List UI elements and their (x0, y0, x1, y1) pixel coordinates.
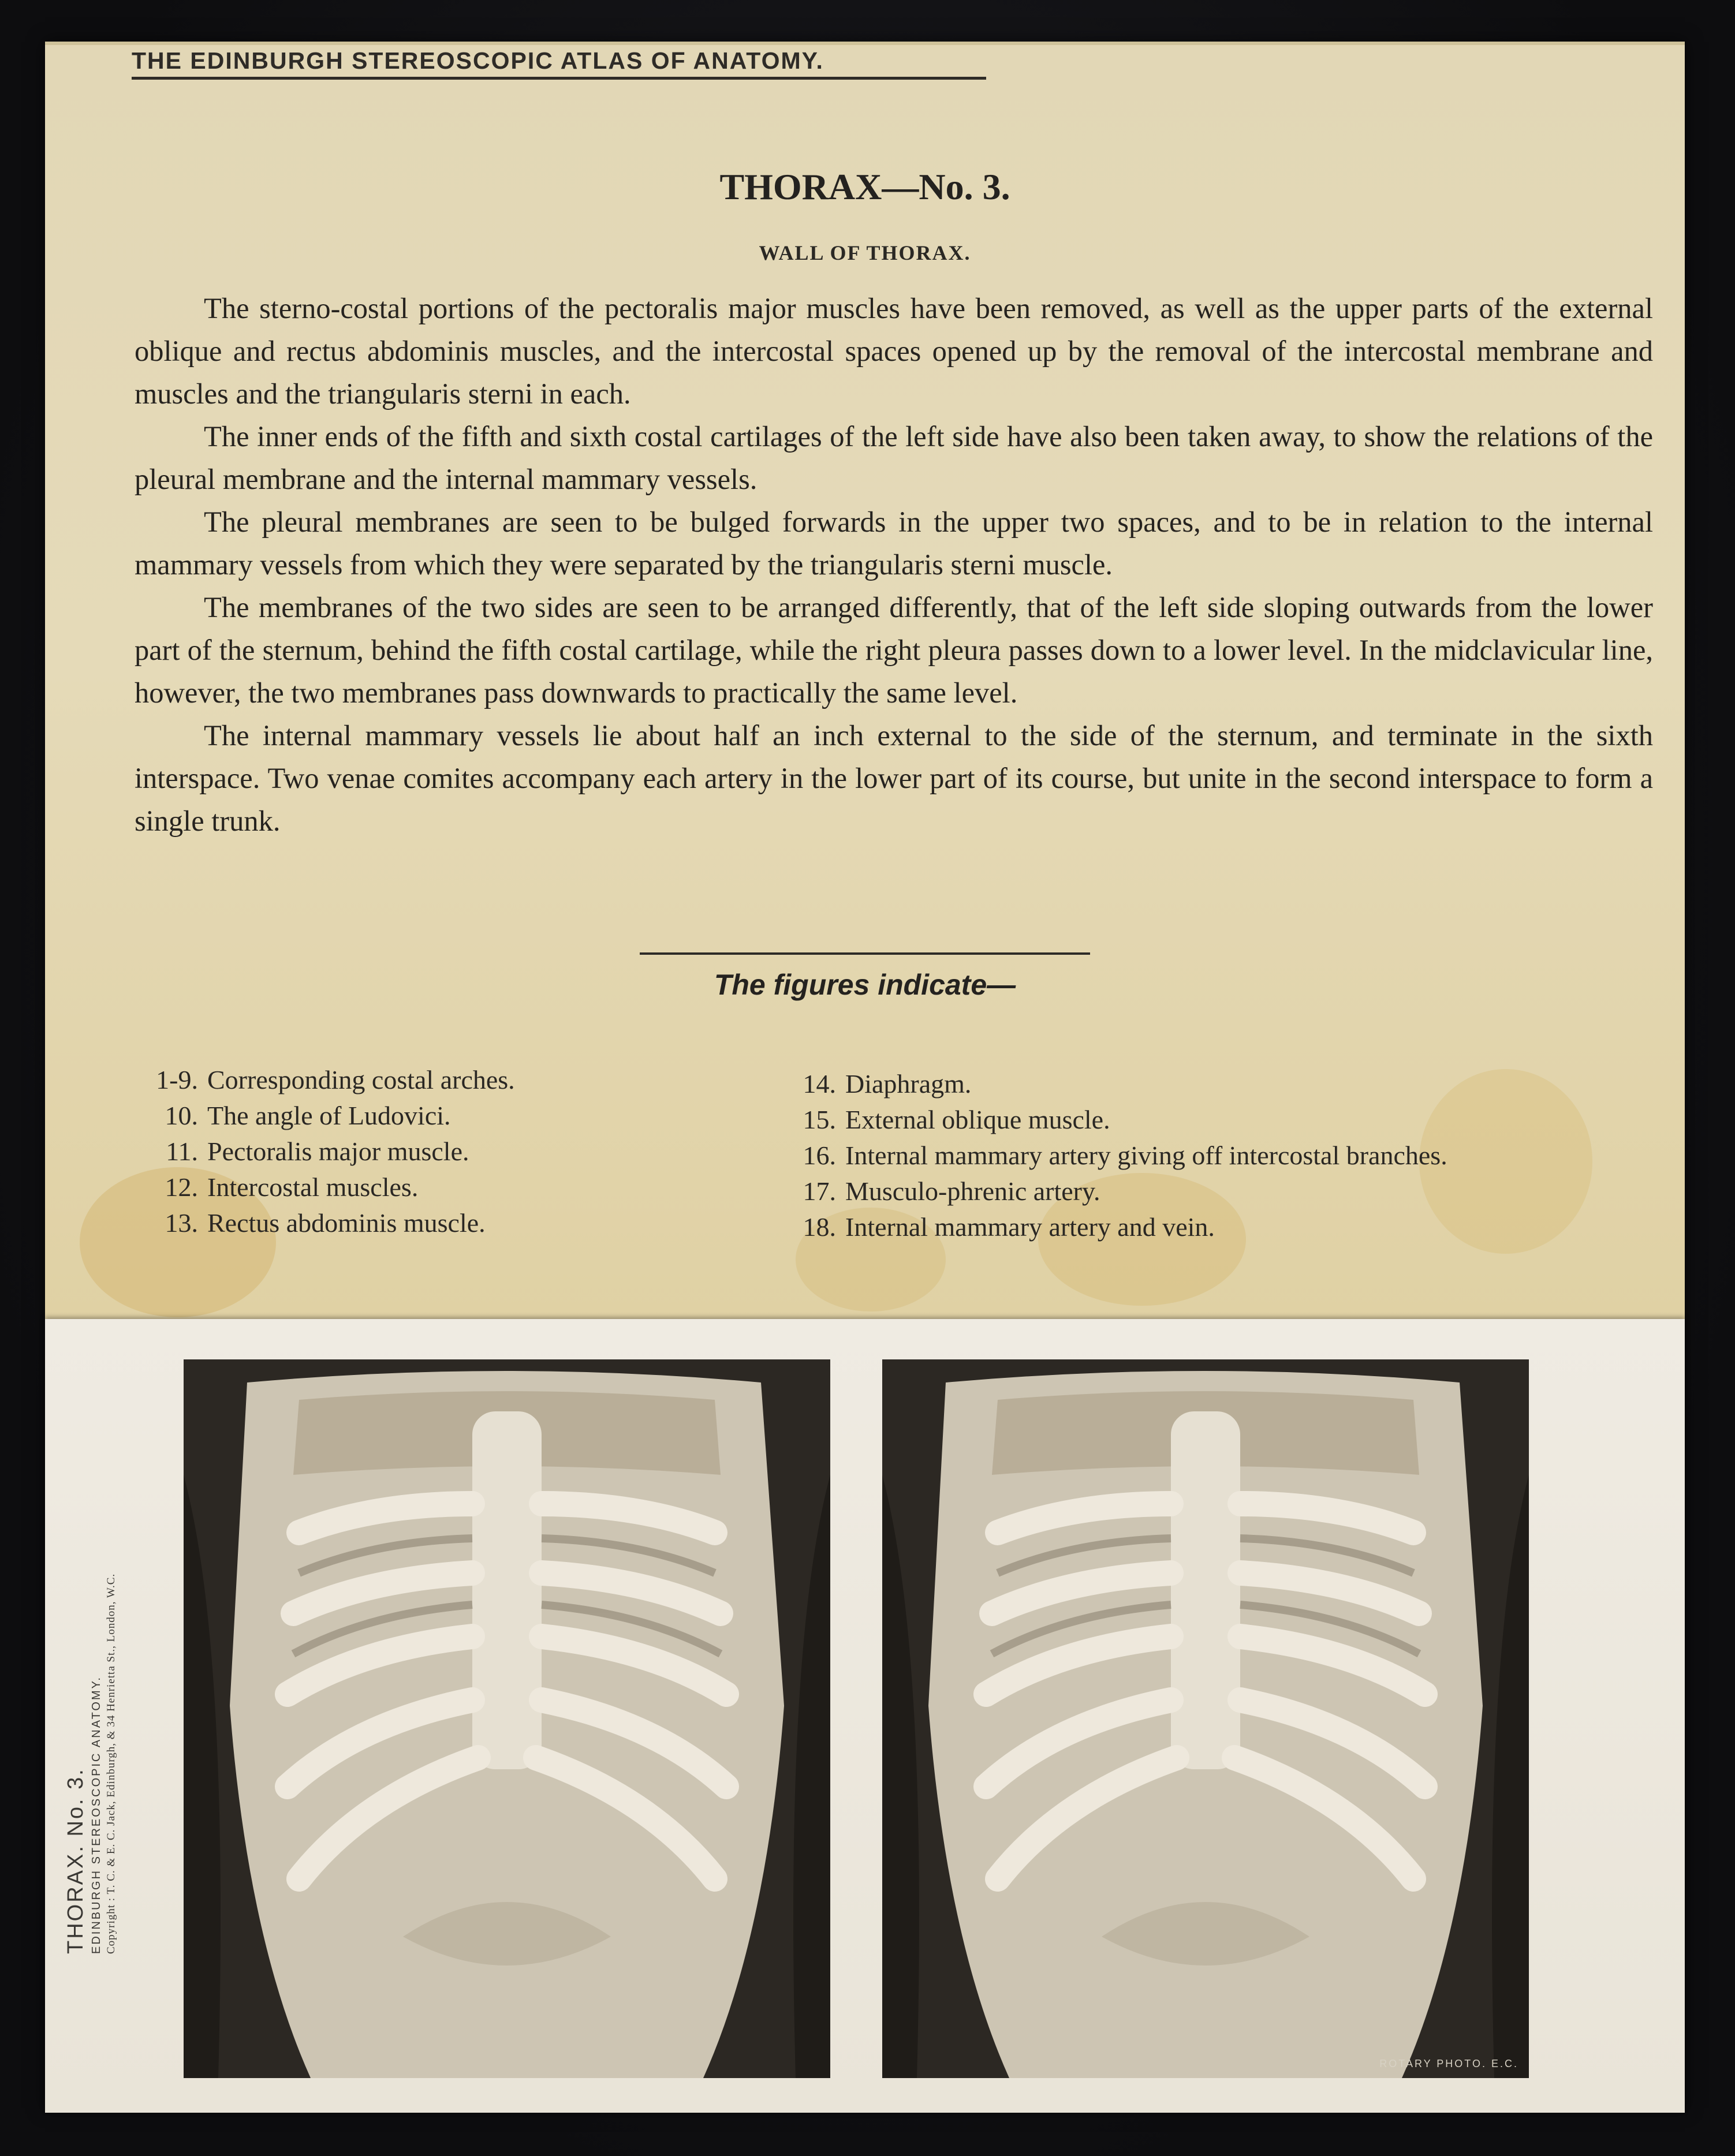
stereo-card (45, 1319, 1685, 2113)
legend-item (784, 1066, 1447, 1102)
plate-subtitle: WALL OF THORAX. (759, 241, 971, 264)
legend-number: 1-9. (156, 1065, 198, 1094)
legend-number: 13. (165, 1208, 198, 1238)
stereo-photo-right (882, 1359, 1529, 2078)
legend-item (140, 1134, 515, 1169)
legend-text: External oblique muscle. (845, 1105, 1110, 1134)
paragraph: The internal mammary vessels lie about half an inch external to the side of the sternum, and terminate in the sixth interspace. Two venae comites accompany each artery in the lower part of its course, but unite in the second interspace to form a single trunk. (135, 719, 1653, 837)
legend-item (784, 1138, 1447, 1174)
legend-number: 16. (803, 1141, 836, 1170)
legend-number: 14. (803, 1069, 836, 1098)
legend-text: Diaphragm. (845, 1069, 972, 1098)
legend-item (784, 1209, 1447, 1245)
legend-number: 15. (803, 1105, 836, 1134)
stereo-photo-left (184, 1359, 830, 2078)
legend-text: Rectus abdominis muscle. (207, 1208, 486, 1238)
running-head: THE EDINBURGH STEREOSCOPIC ATLAS OF ANATOMY. (132, 47, 986, 80)
legend-text: Internal mammary artery and vein. (845, 1212, 1215, 1242)
thorax-dissection-photo (882, 1359, 1529, 2078)
legend-left-column (140, 1062, 515, 1241)
legend-item (784, 1174, 1447, 1209)
photo-imprint: ROTARY PHOTO. E.C. (1379, 2058, 1518, 2069)
figures-heading: The figures indicate— (714, 969, 1016, 1001)
paragraph: The pleural membranes are seen to be bulged forwards in the upper two spaces, and to be in relation to the internal mammary vessels from which they were separated by the triangularis sterni muscle. (135, 506, 1653, 581)
description-text (135, 287, 1653, 842)
legend-number: 18. (803, 1212, 836, 1242)
paragraph: The membranes of the two sides are seen to be arranged differently, that of the left side sloping outwards from the lower part of the sternum, behind the fifth costal cartilage, while the right pleura passes down to a lower level. In the midclavicular line, however, the two membranes pass downwards to practically the same level. (135, 591, 1653, 709)
legend-number: 10. (165, 1101, 198, 1130)
legend-item (140, 1169, 515, 1205)
spine-copyright: Copyright : T. C. & E. C. Jack, Edinburgh, & 34 Henrietta St., London, W.C. (105, 1573, 117, 1954)
legend-text: Internal mammary artery giving off intercostal branches. (845, 1141, 1447, 1170)
legend-number: 12. (165, 1172, 198, 1202)
legend-right-column (784, 1066, 1447, 1245)
thorax-dissection-photo (184, 1359, 830, 2078)
legend-number: 11. (166, 1137, 198, 1166)
legend-text: Intercostal muscles. (207, 1172, 419, 1202)
plate-title: THORAX—No. 3. (719, 166, 1010, 207)
legend-item (140, 1205, 515, 1241)
legend-number: 17. (803, 1176, 836, 1206)
legend-text: The angle of Ludovici. (207, 1101, 451, 1130)
legend-item (140, 1062, 515, 1098)
legend-text: Musculo-phrenic artery. (845, 1176, 1100, 1206)
legend-item (784, 1102, 1447, 1138)
legend-text: Corresponding costal arches. (207, 1065, 515, 1094)
legend-item (140, 1098, 515, 1134)
section-divider (640, 952, 1090, 955)
spine-publisher: EDINBURGH STEREOSCOPIC ANATOMY. (90, 1676, 103, 1954)
spine-title: THORAX. No. 3. (64, 1768, 88, 1954)
paragraph: The inner ends of the fifth and sixth costal cartilages of the left side have also been taken away, to show the relations of the pleural membrane and the internal mammary vessels. (135, 420, 1653, 495)
paragraph: The sterno-costal portions of the pectoralis major muscles have been removed, as well as the upper parts of the external oblique and rectus abdominis muscles, and the intercostal spaces opened up by the removal of the intercostal membrane and muscles and the triangularis sterni in each. (135, 292, 1653, 410)
card-spine-label (62, 1388, 143, 1954)
legend-text: Pectoralis major muscle. (207, 1137, 469, 1166)
board-top-edge (45, 42, 1685, 45)
